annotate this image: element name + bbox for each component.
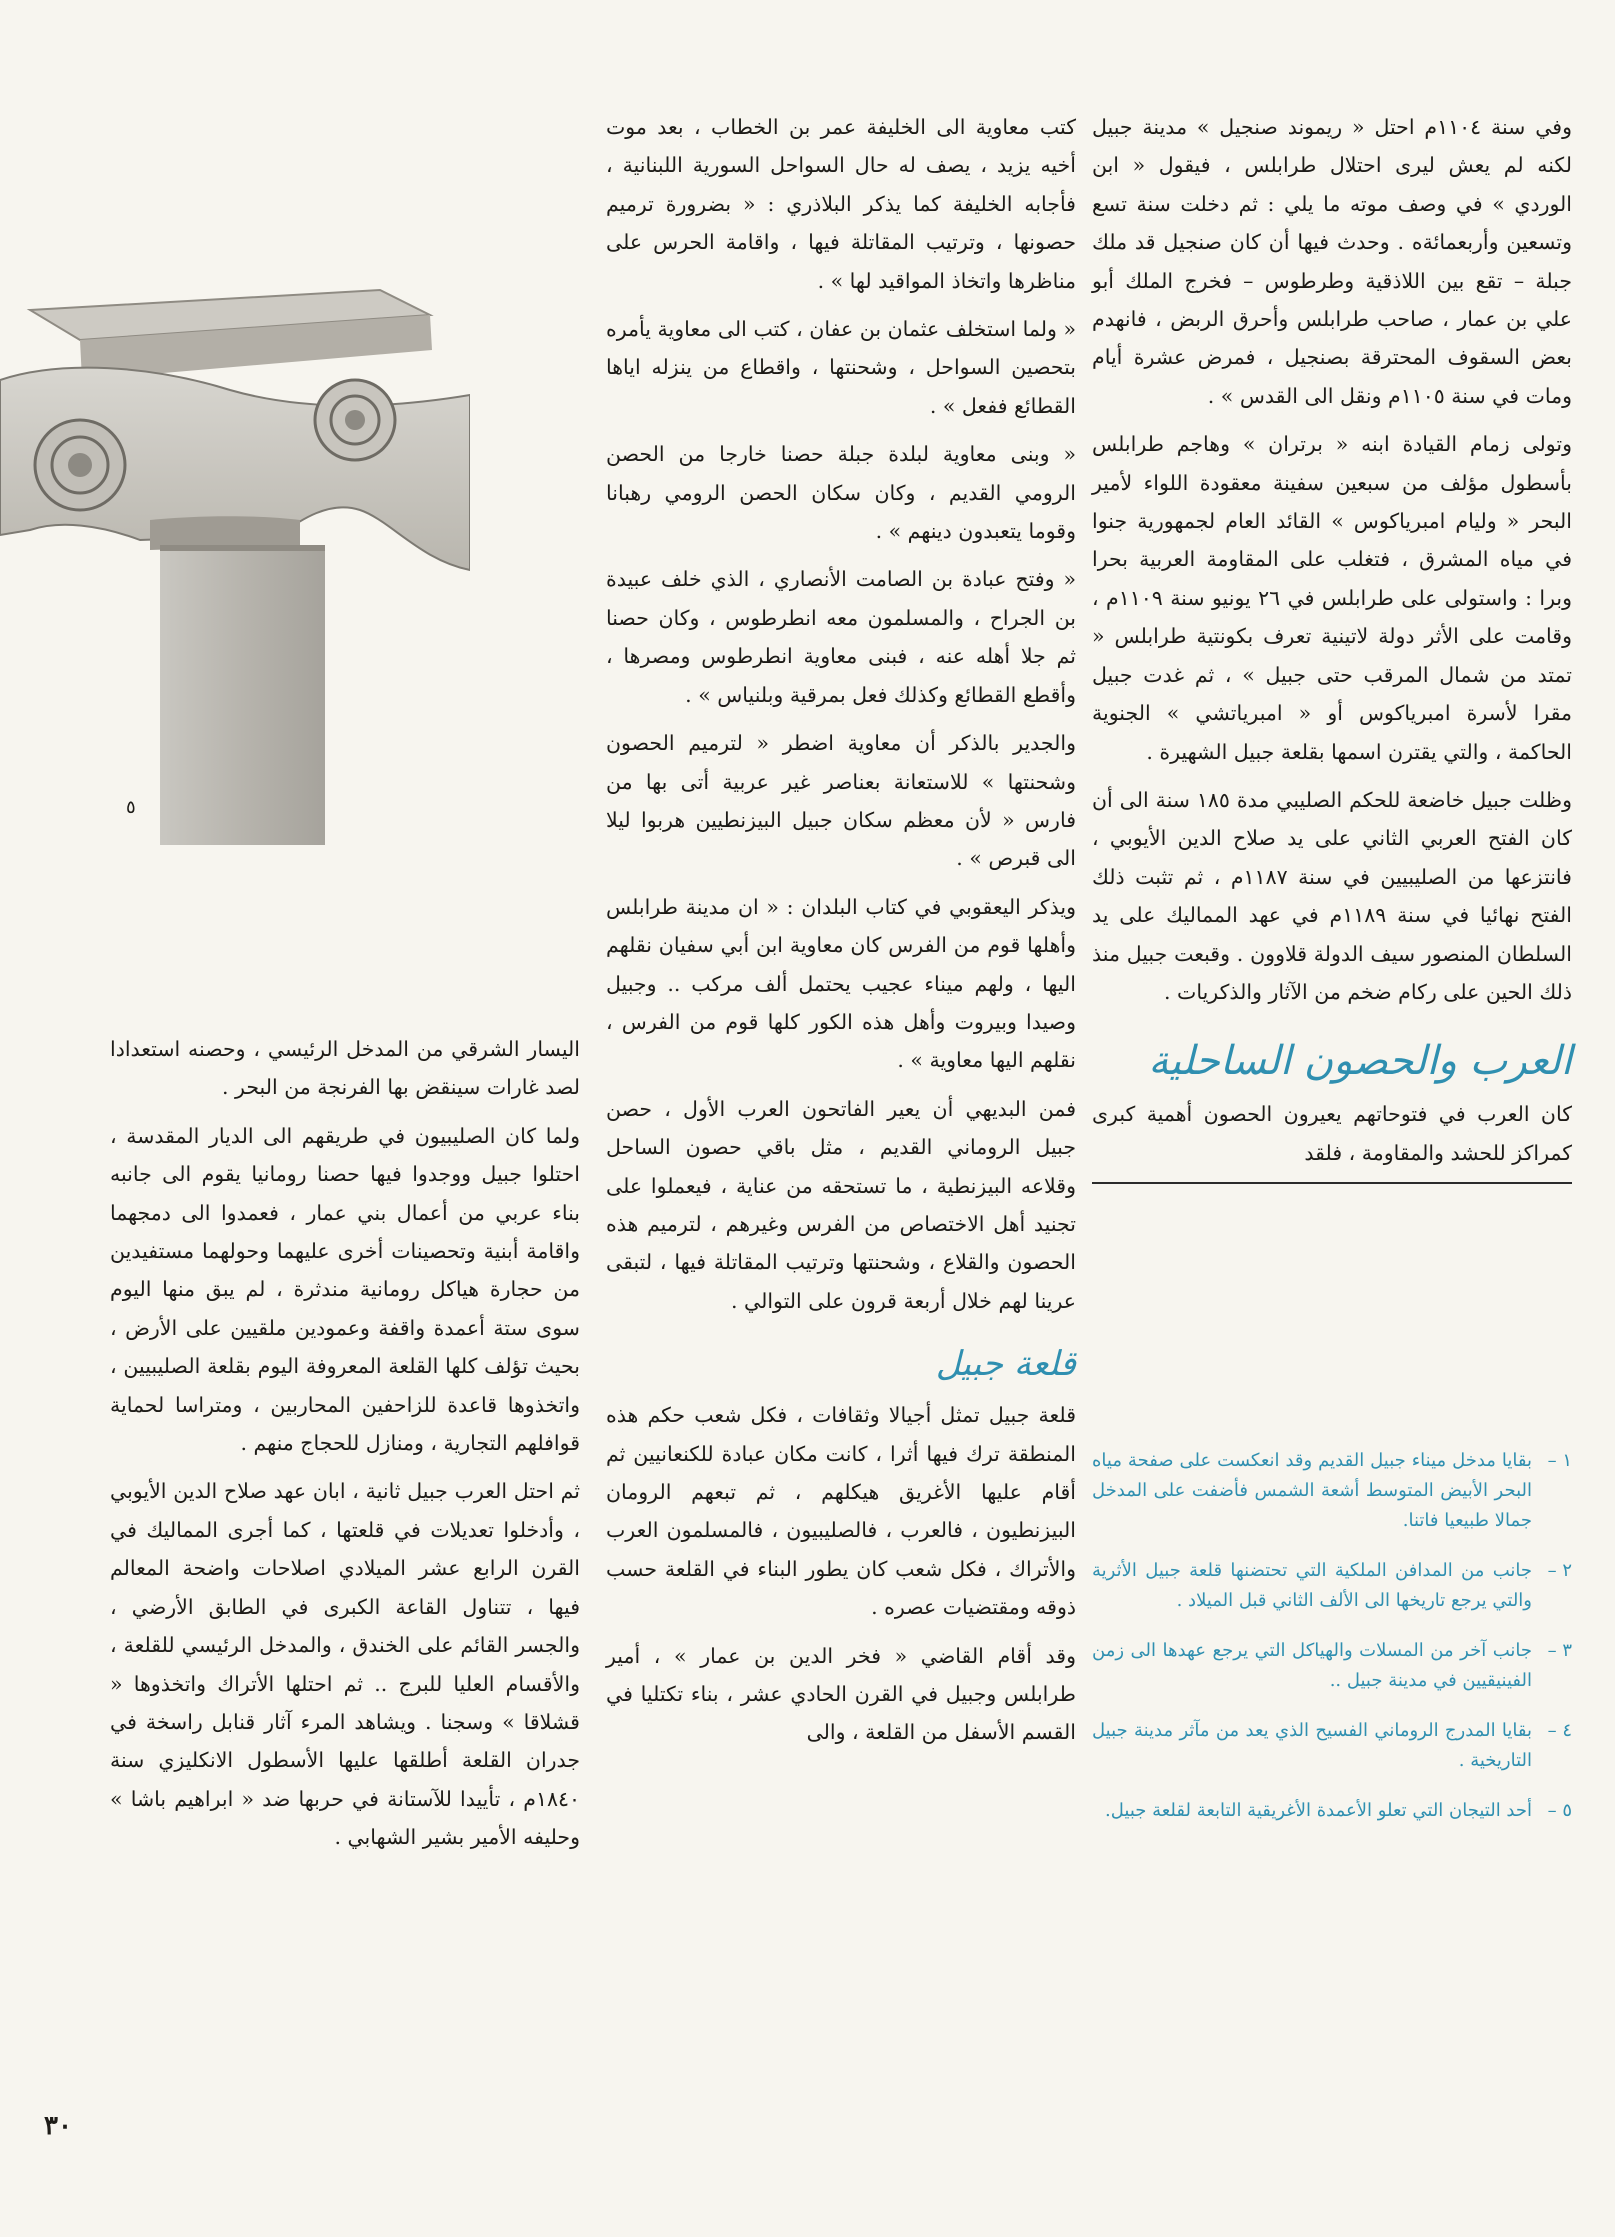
paragraph: فمن البديهي أن يعير الفاتحون العرب الأول ، حصن جبيل الروماني القديم ، مثل باقي حصون الساحل وقلاعه البيزنطية ، ما تستحقه من عناية ، فيعملوا على تجنيد أهل الاختصاص من الفرس وغيرهم ، لترميم هذه الحصون والقلاع ، وشحنتها وترتيب المقاتلة فيها ، لتبقى عرينا لهم خلال أربعة قرون على التوالي . [606,1096,1076,1313]
caption-number: ٥ – [1547,1800,1572,1821]
paragraph: وظلت جبيل خاضعة للحكم الصليبي مدة ١٨٥ سنة الى أن كان الفتح العربي الثاني على يد صلاح الدين الأيوبي ، فانتزعها من الصليبيين في سنة ١١٨٧م ، ثم تثبت ذلك الفتح نهائيا في سنة ١١٨٩م في عهد المماليك على يد السلطان المنصور سيف الدولة قلاوون . وقبعت جبيل منذ ذلك الحين على ركام ضخم من الآثار والذكريات . [1092,787,1572,1004]
paragraph: وقد أقام القاضي « فخر الدين بن عمار » ، أمير طرابلس وجبيل في القرن الحادي عشر ، بناء تكتليا في القسم الأسفل من القلعة ، والى [606,1643,1076,1745]
paragraph: « ولما استخلف عثمان بن عفان ، كتب الى معاوية يأمره بتحصين السواحل ، وشحنتها ، واقطاع من ينزله اياها القطائع ففعل » . [606,317,1076,418]
paragraph: وتولى زمام القيادة ابنه « برتران » وهاجم طرابلس بأسطول مؤلف من سبعين سفينة معقودة اللواء لأمير البحر « وليام امبرياكوس » القائد العام لجمهورية جنوا في مياه المشرق ، فتغلب على المقاومة العربية بحرا وبرا : واستولى على طرابلس في ٢٦ يونيو سنة ١١٠٩م ، وقامت على الأثر دولة لاتينية تعرف بكونتية طرابلس « تمتد من شمال المرقب حتى جبيل » ، ثم غدت جبيل مقرا لأسرة امبرياكوس أو « امبرياتشي » الجنوية الحاكمة ، والتي يقترن اسمها بقلعة جبيل الشهيرة . [1092,432,1572,764]
caption-item [1092,1716,1572,1776]
section-heading: العرب والحصون الساحلية [1148,1038,1572,1085]
paragraph: قلعة جبيل تمثل أجيالا وثقافات ، فكل شعب حكم هذه المنطقة ترك فيها أثرا ، كانت مكان عبادة للكنعانيين ثم أقام عليها الأغريق هيكلهم ، ثم تبعهم الرومان البيزنطيون ، فالعرب ، فالصليبيون ، فالمسلمون العرب والأتراك ، فكل شعب كان يطور البناء في القلعة حسب ذوقه ومقتضيات عصره . [606,1403,1076,1620]
paragraph: والجدير بالذكر أن معاوية اضطر « لترميم الحصون وشحنتها » للاستعانة بعناصر غير عربية أتى بها من فارس « لأن معظم سكان جبيل البيزنطيين هربوا ليلا الى قبرص » . [606,731,1076,871]
left-column [110,1030,580,1867]
caption-text: بقايا المدرج الروماني الفسيح الذي يعد من مآثر مدينة جبيل التاريخية . [1092,1720,1532,1771]
caption-number: ٣ – [1547,1640,1572,1661]
section-heading: قلعة جبيل [935,1344,1076,1385]
caption-number: ١ – [1547,1450,1572,1471]
divider [1092,1182,1572,1184]
photo-number: ٥ [126,797,136,818]
paragraph: « وفتح عبادة بن الصامت الأنصاري ، الذي خلف عبيدة بن الجراح ، والمسلمون معه انطرطوس ، وكان حصنا ثم جلا أهله عنه ، فبنى معاوية انطرطوس ومصرها ، وأقطع القطائع وكذلك فعل بمرقية وبلنياس » . [606,567,1076,707]
photo-captions [1092,1446,1572,1846]
right-column [1092,108,1572,1194]
caption-item [1092,1556,1572,1616]
caption-number: ٢ – [1547,1560,1572,1581]
paragraph: وفي سنة ١١٠٤م احتل « ريموند صنجيل » مدينة جبيل لكنه لم يعش ليرى احتلال طرابلس ، فيقول « ابن الوردي » في وصف موته ما يلي : ثم دخلت سنة تسع وتسعين وأربعمائةه . وحدث فيها أن كان صنجيل قد ملك جبلة – تقع بين اللاذقية وطرطوس – فخرج الملك أبو علي بن عمار ، صاحب طرابلس وأحرق الربض ، فانهدم بعض السقوف المحترقة بصنجيل ، فمرض عشرة أيام ومات في سنة ١١٠٥م ونقل الى القدس » . [1092,115,1572,408]
caption-number: ٤ – [1547,1720,1572,1741]
paragraph: ثم احتل العرب جبيل ثانية ، ابان عهد صلاح الدين الأيوبي ، وأدخلوا تعديلات في قلعتها ، كما أجرى المماليك في القرن الرابع عشر الميلادي اصلاحات واضحة المعالم فيها ، تتناول القاعة الكبرى في الطابق الأرضي ، والجسر القائم على الخندق ، والمدخل الرئيسي للقلعة ، والأقسام العليا للبرج .. ثم احتلها الأتراك واتخذوها « قشلاقا » وسجنا . ويشاهد المرء آثار قنابل راسخة في جدران القلعة أطلقها عليها الأسطول الانكليزي سنة ١٨٤٠م ، تأييدا للآستانة في حربها ضد « ابراهيم باشا » وحليفه الأمير بشير الشهابي . [110,1479,580,1850]
middle-column [606,108,1076,1762]
caption-item [1092,1636,1572,1696]
paragraph: ولما كان الصليبيون في طريقهم الى الديار المقدسة ، احتلوا جبيل ووجدوا فيها حصنا رومانيا يقوم الى جانبه بناء عربي من أعمال بني عمار ، فعمدوا الى دمجهما واقامة أبنية وتحصينات أخرى عليهما وحولهما مستفيدين من حجارة هياكل رومانية مندثرة ، لم يبق منها اليوم سوى ستة أعمدة واقفة وعمودين ملقيين على الأرض ، بحيث تؤلف كلها القلعة المعروفة اليوم بقلعة الصليبيين ، واتخذوها قاعدة للزاحفين المحاربين ، ومتراسا لحماية قوافلهم التجارية ، ومنازل للحجاج منهم . [110,1123,580,1456]
paragraph: ويذكر اليعقوبي في كتاب البلدان : « ان مدينة طرابلس وأهلها قوم من الفرس كان معاوية ابن أبي سفيان نقلهم اليها ، ولهم ميناء عجيب يحتمل ألف مركب .. وجبيل وصيدا وبيروت وأهل هذه الكور كلها قوم من الفرس ، نقلهم اليها معاوية » . [606,894,1076,1073]
caption-text: جانب آخر من المسلات والهياكل التي يرجع عهدها الى زمن الفينيقيين في مدينة جبيل .. [1092,1640,1532,1691]
page-number: ٣٠ [44,2111,72,2141]
paragraph: اليسار الشرقي من المدخل الرئيسي ، وحصنه استعدادا لصد غارات سينقض بها الفرنجة من البحر . [110,1037,580,1100]
caption-text: بقايا مدخل ميناء جبيل القديم وقد انعكست على صفحة مياه البحر الأبيض المتوسط أشعة الشمس فأضفت على المدخل جمالا طبيعيا فاتنا. [1092,1450,1532,1531]
caption-text: جانب من المدافن الملكية التي تحتضنها قلعة جبيل الأثرية والتي يرجع تاريخها الى الألف الثاني قبل الميلاد . [1092,1560,1532,1611]
paragraph: كتب معاوية الى الخليفة عمر بن الخطاب ، بعد موت أخيه يزيد ، يصف له حال السواحل السورية اللبنانية ، فأجابه الخليفة كما يذكر البلاذري : « بضرورة ترميم حصونها ، وترتيب المقاتلة فيها ، واقامة الحرس على مناظرها واتخاذ المواقيد لها » . [606,115,1076,293]
caption-text: أحد التيجان التي تعلو الأعمدة الأغريقية التابعة لقلعة جبيل. [1105,1800,1532,1821]
paragraph: « وبنى معاوية لبلدة جبلة حصنا خارجا من الحصن الرومي القديم ، وكان سكان الحصن الرومي رهبانا وقوما يتعبدون دينهم » . [606,442,1076,544]
ionic-capital-photo [0,270,470,845]
caption-item [1092,1446,1572,1536]
paragraph: كان العرب في فتوحاتهم يعيرون الحصون أهمية كبرى كمراكز للحشد والمقاومة ، فلقد [1092,1102,1572,1165]
caption-item [1092,1796,1572,1826]
